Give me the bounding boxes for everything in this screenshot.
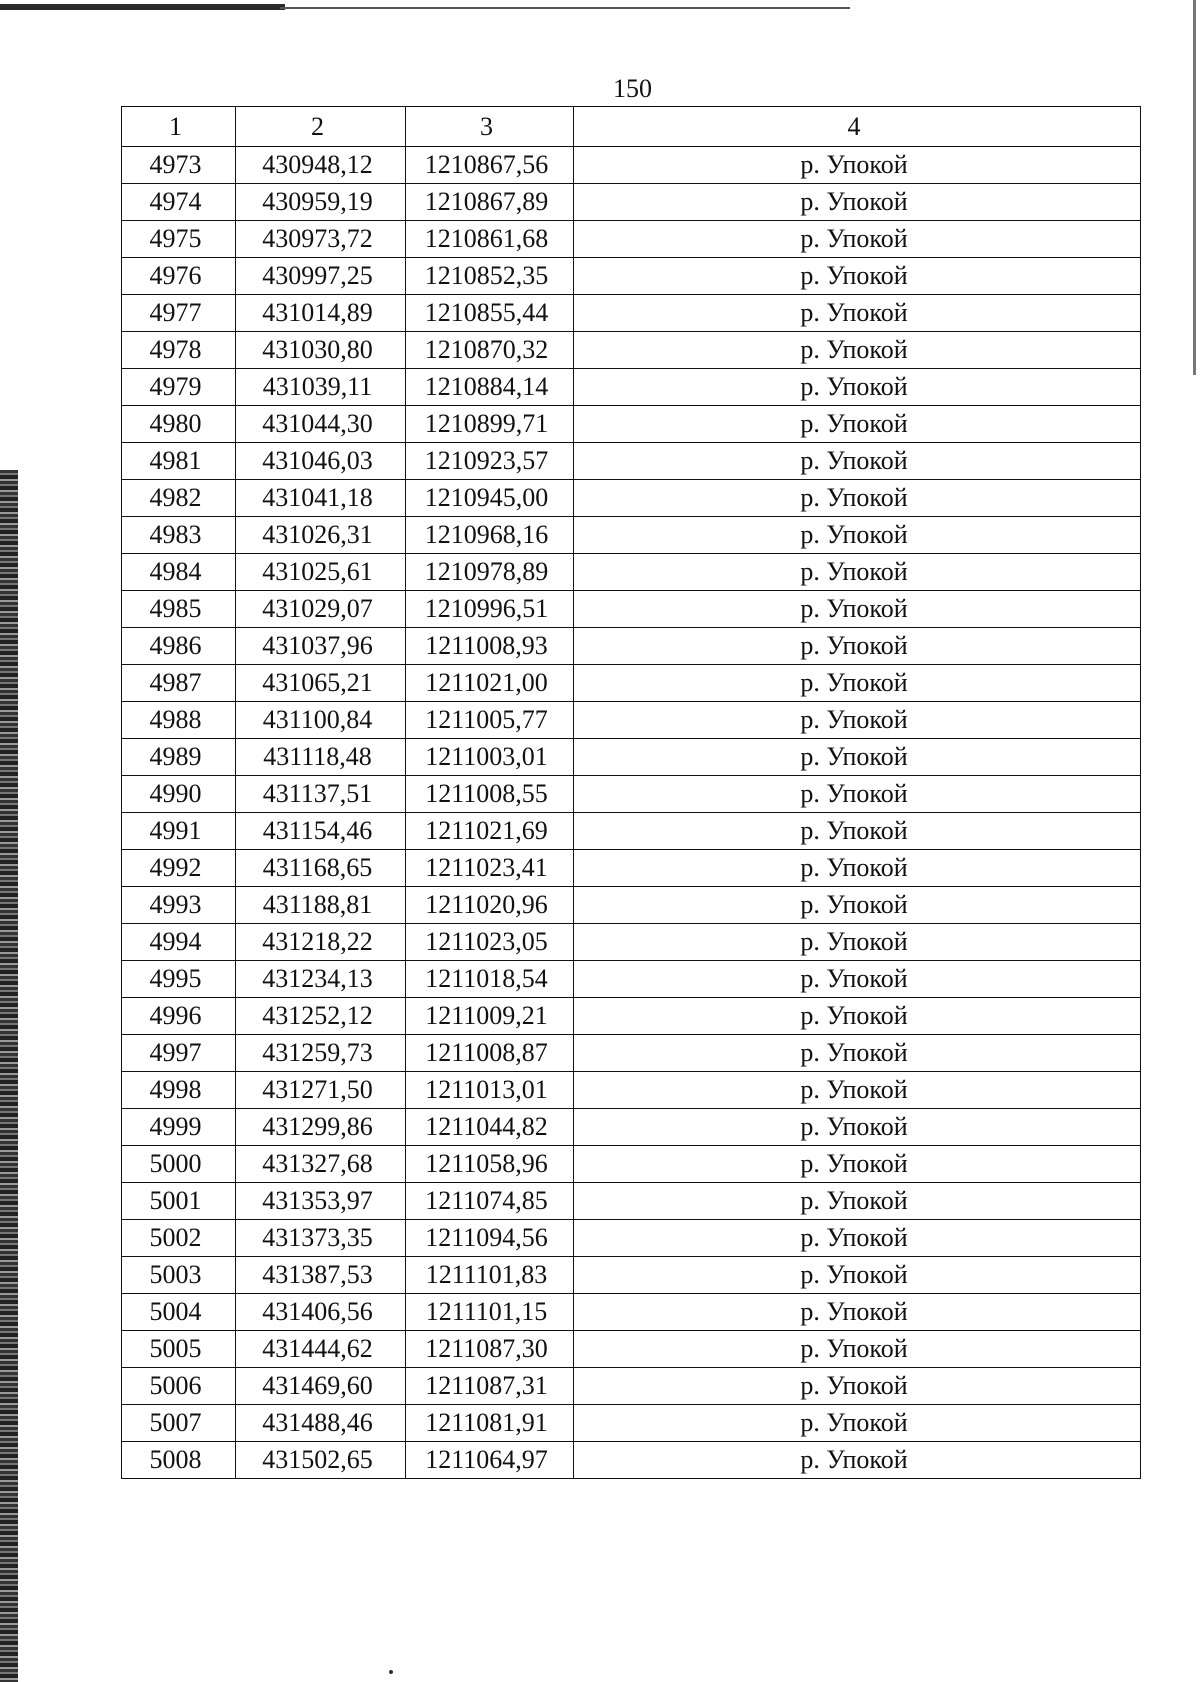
point-number-cell: 4983 xyxy=(122,517,236,554)
coordinate-x-cell: 431025,61 xyxy=(236,554,406,591)
coordinate-x-cell: 431014,89 xyxy=(236,295,406,332)
scan-left-edge xyxy=(0,470,18,1682)
scan-right-edge xyxy=(1193,0,1196,375)
coordinate-y-cell: 1210855,44 xyxy=(406,295,574,332)
coordinate-y-cell: 1211044,82 xyxy=(406,1109,574,1146)
point-number-cell: 4998 xyxy=(122,1072,236,1109)
coordinate-x-cell: 431327,68 xyxy=(236,1146,406,1183)
description-cell: р. Упокой xyxy=(574,1257,1141,1294)
table-row xyxy=(122,480,1141,517)
description-cell: р. Упокой xyxy=(574,184,1141,221)
coordinate-x-cell: 431373,35 xyxy=(236,1220,406,1257)
description-cell: р. Упокой xyxy=(574,1072,1141,1109)
point-number-cell: 5007 xyxy=(122,1405,236,1442)
table-row xyxy=(122,1035,1141,1072)
coordinate-x-cell: 431444,62 xyxy=(236,1331,406,1368)
coordinate-y-cell: 1210861,68 xyxy=(406,221,574,258)
coordinate-y-cell: 1211013,01 xyxy=(406,1072,574,1109)
description-cell: р. Упокой xyxy=(574,739,1141,776)
point-number-cell: 4985 xyxy=(122,591,236,628)
point-number-cell: 5005 xyxy=(122,1331,236,1368)
table-row xyxy=(122,776,1141,813)
coordinate-y-cell: 1211023,41 xyxy=(406,850,574,887)
coordinate-y-cell: 1211101,83 xyxy=(406,1257,574,1294)
coordinate-x-cell: 430973,72 xyxy=(236,221,406,258)
table-row xyxy=(122,961,1141,998)
table-row xyxy=(122,813,1141,850)
coordinate-x-cell: 431100,84 xyxy=(236,702,406,739)
coordinate-x-cell: 431118,48 xyxy=(236,739,406,776)
coordinate-y-cell: 1211081,91 xyxy=(406,1405,574,1442)
description-cell: р. Упокой xyxy=(574,221,1141,258)
description-cell: р. Упокой xyxy=(574,1405,1141,1442)
coordinate-x-cell: 431046,03 xyxy=(236,443,406,480)
coordinate-x-cell: 431030,80 xyxy=(236,332,406,369)
point-number-cell: 4976 xyxy=(122,258,236,295)
coordinate-y-cell: 1210978,89 xyxy=(406,554,574,591)
point-number-cell: 4975 xyxy=(122,221,236,258)
coordinate-x-cell: 431406,56 xyxy=(236,1294,406,1331)
point-number-cell: 4991 xyxy=(122,813,236,850)
table-row xyxy=(122,1405,1141,1442)
coordinate-x-cell: 431353,97 xyxy=(236,1183,406,1220)
coordinate-y-cell: 1210923,57 xyxy=(406,443,574,480)
description-cell: р. Упокой xyxy=(574,628,1141,665)
point-number-cell: 4997 xyxy=(122,1035,236,1072)
point-number-cell: 4974 xyxy=(122,184,236,221)
description-cell: р. Упокой xyxy=(574,1183,1141,1220)
table-row xyxy=(122,554,1141,591)
coordinate-x-cell: 431044,30 xyxy=(236,406,406,443)
point-number-cell: 4988 xyxy=(122,702,236,739)
coordinate-x-cell: 431218,22 xyxy=(236,924,406,961)
point-number-cell: 4995 xyxy=(122,961,236,998)
point-number-cell: 4999 xyxy=(122,1109,236,1146)
description-cell: р. Упокой xyxy=(574,887,1141,924)
point-number-cell: 4989 xyxy=(122,739,236,776)
scan-top-edge-thick xyxy=(0,4,285,10)
point-number-cell: 5004 xyxy=(122,1294,236,1331)
point-number-cell: 4982 xyxy=(122,480,236,517)
point-number-cell: 4977 xyxy=(122,295,236,332)
coordinate-y-cell: 1211021,69 xyxy=(406,813,574,850)
coordinate-x-cell: 430997,25 xyxy=(236,258,406,295)
coordinate-y-cell: 1211023,05 xyxy=(406,924,574,961)
point-number-cell: 5000 xyxy=(122,1146,236,1183)
coordinate-y-cell: 1211058,96 xyxy=(406,1146,574,1183)
point-number-cell: 4979 xyxy=(122,369,236,406)
page-number: 150 xyxy=(613,74,652,103)
description-cell: р. Упокой xyxy=(574,591,1141,628)
table-header xyxy=(122,107,1141,147)
table-row xyxy=(122,850,1141,887)
point-number-cell: 4978 xyxy=(122,332,236,369)
coordinate-x-cell: 431039,11 xyxy=(236,369,406,406)
coordinate-x-cell: 431387,53 xyxy=(236,1257,406,1294)
description-cell: р. Упокой xyxy=(574,443,1141,480)
coordinate-y-cell: 1211064,97 xyxy=(406,1442,574,1479)
coordinate-y-cell: 1210867,56 xyxy=(406,147,574,184)
coordinate-y-cell: 1211009,21 xyxy=(406,998,574,1035)
coordinate-y-cell: 1211008,93 xyxy=(406,628,574,665)
table-row xyxy=(122,1146,1141,1183)
description-cell: р. Упокой xyxy=(574,1368,1141,1405)
description-cell: р. Упокой xyxy=(574,258,1141,295)
point-number-cell: 4994 xyxy=(122,924,236,961)
table-row xyxy=(122,258,1141,295)
description-cell: р. Упокой xyxy=(574,1146,1141,1183)
coordinate-x-cell: 430959,19 xyxy=(236,184,406,221)
coordinate-y-cell: 1211003,01 xyxy=(406,739,574,776)
table-row xyxy=(122,369,1141,406)
point-number-cell: 4984 xyxy=(122,554,236,591)
coordinate-x-cell: 431037,96 xyxy=(236,628,406,665)
point-number-cell: 4973 xyxy=(122,147,236,184)
table-row xyxy=(122,1257,1141,1294)
coordinate-y-cell: 1210968,16 xyxy=(406,517,574,554)
table-row xyxy=(122,998,1141,1035)
coordinate-x-cell: 431188,81 xyxy=(236,887,406,924)
coordinate-y-cell: 1211005,77 xyxy=(406,702,574,739)
coordinate-x-cell: 431154,46 xyxy=(236,813,406,850)
point-number-cell: 4993 xyxy=(122,887,236,924)
coordinate-x-cell: 431065,21 xyxy=(236,665,406,702)
coordinate-x-cell: 431234,13 xyxy=(236,961,406,998)
column-header-2: 2 xyxy=(236,107,406,147)
header-row xyxy=(122,107,1141,147)
table-row xyxy=(122,1183,1141,1220)
coordinate-x-cell: 431271,50 xyxy=(236,1072,406,1109)
coordinate-x-cell: 431488,46 xyxy=(236,1405,406,1442)
coordinate-x-cell: 431026,31 xyxy=(236,517,406,554)
table-row xyxy=(122,591,1141,628)
column-header-3: 3 xyxy=(406,107,574,147)
table-row xyxy=(122,517,1141,554)
point-number-cell: 4986 xyxy=(122,628,236,665)
point-number-cell: 4987 xyxy=(122,665,236,702)
description-cell: р. Упокой xyxy=(574,369,1141,406)
scan-speck xyxy=(389,1670,393,1674)
coordinate-y-cell: 1211087,30 xyxy=(406,1331,574,1368)
description-cell: р. Упокой xyxy=(574,813,1141,850)
coordinate-y-cell: 1210996,51 xyxy=(406,591,574,628)
coordinate-y-cell: 1210884,14 xyxy=(406,369,574,406)
description-cell: р. Упокой xyxy=(574,1331,1141,1368)
coordinate-y-cell: 1211020,96 xyxy=(406,887,574,924)
description-cell: р. Упокой xyxy=(574,998,1141,1035)
description-cell: р. Упокой xyxy=(574,1035,1141,1072)
description-cell: р. Упокой xyxy=(574,480,1141,517)
coordinate-x-cell: 430948,12 xyxy=(236,147,406,184)
coordinate-y-cell: 1211018,54 xyxy=(406,961,574,998)
coordinate-y-cell: 1211087,31 xyxy=(406,1368,574,1405)
table-row xyxy=(122,295,1141,332)
point-number-cell: 5001 xyxy=(122,1183,236,1220)
table-row xyxy=(122,1072,1141,1109)
description-cell: р. Упокой xyxy=(574,406,1141,443)
column-header-1: 1 xyxy=(122,107,236,147)
point-number-cell: 5003 xyxy=(122,1257,236,1294)
table-row xyxy=(122,628,1141,665)
point-number-cell: 4992 xyxy=(122,850,236,887)
coordinate-x-cell: 431259,73 xyxy=(236,1035,406,1072)
table-row xyxy=(122,887,1141,924)
coordinate-x-cell: 431168,65 xyxy=(236,850,406,887)
table-row xyxy=(122,739,1141,776)
description-cell: р. Упокой xyxy=(574,1294,1141,1331)
table-row xyxy=(122,665,1141,702)
table-row xyxy=(122,406,1141,443)
description-cell: р. Упокой xyxy=(574,554,1141,591)
description-cell: р. Упокой xyxy=(574,665,1141,702)
coordinate-x-cell: 431041,18 xyxy=(236,480,406,517)
table-row xyxy=(122,221,1141,258)
coordinate-y-cell: 1211021,00 xyxy=(406,665,574,702)
description-cell: р. Упокой xyxy=(574,924,1141,961)
coordinate-y-cell: 1210870,32 xyxy=(406,332,574,369)
table-row xyxy=(122,1442,1141,1479)
description-cell: р. Упокой xyxy=(574,776,1141,813)
coordinate-y-cell: 1211094,56 xyxy=(406,1220,574,1257)
coordinate-y-cell: 1211008,87 xyxy=(406,1035,574,1072)
description-cell: р. Упокой xyxy=(574,332,1141,369)
point-number-cell: 4996 xyxy=(122,998,236,1035)
table-row xyxy=(122,332,1141,369)
description-cell: р. Упокой xyxy=(574,1220,1141,1257)
table-row xyxy=(122,924,1141,961)
coordinate-y-cell: 1210867,89 xyxy=(406,184,574,221)
description-cell: р. Упокой xyxy=(574,850,1141,887)
coordinate-x-cell: 431299,86 xyxy=(236,1109,406,1146)
coordinate-y-cell: 1211101,15 xyxy=(406,1294,574,1331)
description-cell: р. Упокой xyxy=(574,1109,1141,1146)
coordinate-x-cell: 431252,12 xyxy=(236,998,406,1035)
table-row xyxy=(122,702,1141,739)
description-cell: р. Упокой xyxy=(574,295,1141,332)
table-row xyxy=(122,147,1141,184)
coordinate-x-cell: 431029,07 xyxy=(236,591,406,628)
coordinates-table xyxy=(121,106,1141,1479)
coordinate-y-cell: 1211074,85 xyxy=(406,1183,574,1220)
coordinate-x-cell: 431469,60 xyxy=(236,1368,406,1405)
coordinate-y-cell: 1210899,71 xyxy=(406,406,574,443)
point-number-cell: 4990 xyxy=(122,776,236,813)
description-cell: р. Упокой xyxy=(574,961,1141,998)
description-cell: р. Упокой xyxy=(574,147,1141,184)
point-number-cell: 4980 xyxy=(122,406,236,443)
coordinate-x-cell: 431502,65 xyxy=(236,1442,406,1479)
table-row xyxy=(122,443,1141,480)
point-number-cell: 5006 xyxy=(122,1368,236,1405)
table-row xyxy=(122,184,1141,221)
description-cell: р. Упокой xyxy=(574,517,1141,554)
table-row xyxy=(122,1294,1141,1331)
description-cell: р. Упокой xyxy=(574,1442,1141,1479)
point-number-cell: 5002 xyxy=(122,1220,236,1257)
table-row xyxy=(122,1109,1141,1146)
scan-top-edge-thin xyxy=(280,7,850,9)
coordinate-x-cell: 431137,51 xyxy=(236,776,406,813)
scan-top-edge xyxy=(0,2,860,12)
description-cell: р. Упокой xyxy=(574,702,1141,739)
table-row xyxy=(122,1368,1141,1405)
coordinate-y-cell: 1210852,35 xyxy=(406,258,574,295)
coordinate-y-cell: 1211008,55 xyxy=(406,776,574,813)
table-row xyxy=(122,1331,1141,1368)
column-header-4: 4 xyxy=(574,107,1141,147)
point-number-cell: 4981 xyxy=(122,443,236,480)
table-row xyxy=(122,1220,1141,1257)
coordinate-y-cell: 1210945,00 xyxy=(406,480,574,517)
table-body xyxy=(122,147,1141,1479)
point-number-cell: 5008 xyxy=(122,1442,236,1479)
